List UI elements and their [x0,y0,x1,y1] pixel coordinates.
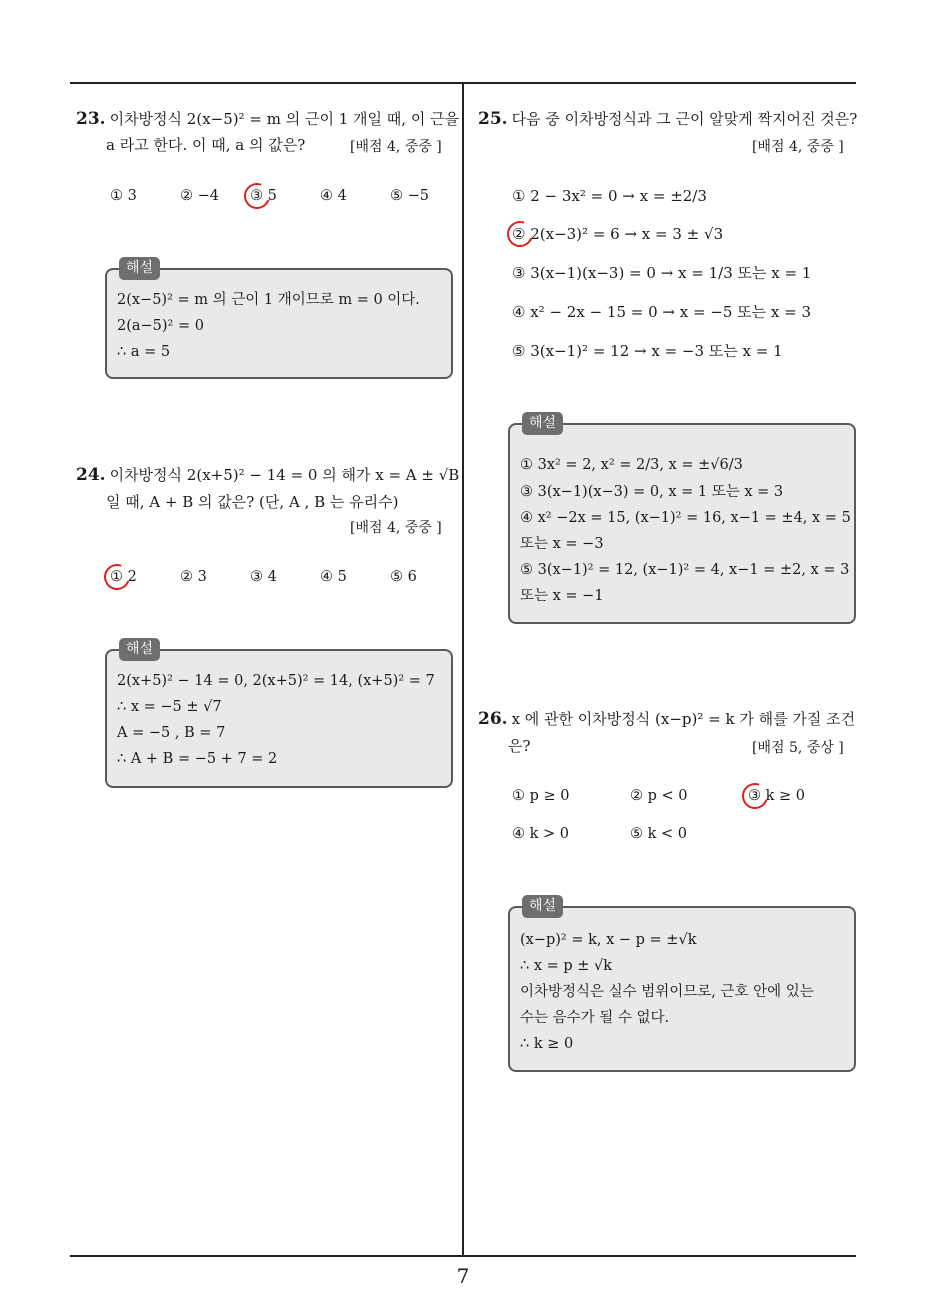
choice-5[interactable]: ⑤ −5 [390,188,429,204]
choice-1[interactable]: ① p ≥ 0 [512,788,570,804]
choice-3[interactable]: ③ 3(x−1)(x−3) = 0 → x = 1/3 또는 x = 1 [512,264,812,282]
choice-4[interactable]: ④ k > 0 [512,826,569,842]
solution-line: ∴ k ≥ 0 [520,1036,574,1052]
solution-line: (x−p)² = k, x − p = ±√k [520,932,697,948]
solution-line: A = −5 , B = 7 [117,725,226,741]
question-25 [478,106,857,132]
question-23 [76,106,459,132]
solution-box [105,260,453,379]
solution-line: ① 3x² = 2, x² = 2/3, x = ±√6/3 [520,457,743,473]
question-number: 24. [76,465,106,485]
column-divider [462,82,464,1256]
solution-tag: 해설 [119,638,160,661]
solution-line: 또는 x = −1 [520,588,604,604]
question-24-line2: 일 때, A + B 의 값은? (단, A , B 는 유리수) [106,493,399,511]
choice-2[interactable]: ② 2(x−3)² = 6 → x = 3 ± √3 [512,225,724,243]
choice-1[interactable]: ① 2 [110,569,137,585]
choice-3[interactable]: ③ 5 [250,188,277,204]
question-number: 23. [76,109,106,129]
choice-5[interactable]: ⑤ 3(x−1)² = 12 → x = −3 또는 x = 1 [512,342,783,360]
solution-tag: 해설 [522,412,563,435]
choice-list [512,822,852,846]
solution-line: ∴ A + B = −5 + 7 = 2 [117,751,278,767]
choice-4[interactable]: ④ 5 [320,569,347,585]
solution-box [508,898,856,1072]
choice-3[interactable]: ③ 4 [250,569,277,585]
question-number: 26. [478,709,508,729]
bottom-rule [70,1255,856,1257]
question-24 [76,462,459,488]
solution-line: 이차방정식은 실수 범위이므로, 근호 안에 있는 [520,984,814,1000]
question-text-line1: 이차방정식 2(x−5)² = m 의 근이 1 개일 때, 이 근을 [109,110,460,128]
question-23-line2: a 라고 한다. 이 때, a 의 값은? [106,136,306,154]
choice-5[interactable]: ⑤ k < 0 [630,826,687,842]
solution-line: 2(a−5)² = 0 [117,318,204,334]
question-26 [478,706,855,732]
choice-5[interactable]: ⑤ 6 [390,569,417,585]
choice-list [110,184,450,208]
score-label: [배점 4, 중중 ] [752,139,844,155]
question-text-line1: 다음 중 이차방정식과 그 근이 알맞게 짝지어진 것은? [511,110,858,128]
choice-2[interactable]: ② −4 [180,188,219,204]
choice-3[interactable]: ③ k ≥ 0 [748,788,805,804]
solution-line: ⑤ 3(x−1)² = 12, (x−1)² = 4, x−1 = ±2, x = 3 [520,562,850,578]
solution-line: ∴ a = 5 [117,344,171,360]
question-text-line1: 이차방정식 2(x+5)² − 14 = 0 의 해가 x = A ± √B [109,466,460,484]
solution-line: 2(x−5)² = m 의 근이 1 개이므로 m = 0 이다. [117,292,420,308]
choice-1[interactable]: ① 2 − 3x² = 0 → x = ±2/3 [512,187,707,205]
score-label: [배점 5, 중상 ] [752,740,844,756]
score-label: [배점 4, 중중 ] [350,139,442,155]
question-26-line2: 은? [508,737,531,755]
solution-line: ∴ x = −5 ± √7 [117,699,222,715]
choice-2[interactable]: ② p < 0 [630,788,688,804]
solution-line: 2(x+5)² − 14 = 0, 2(x+5)² = 14, (x+5)² = 7 [117,673,435,689]
solution-line: 또는 x = −3 [520,536,604,552]
solution-box [105,641,453,788]
choice-4[interactable]: ④ x² − 2x − 15 = 0 → x = −5 또는 x = 3 [512,303,812,321]
choice-list [110,565,450,589]
solution-tag: 해설 [119,257,160,280]
solution-line: ④ x² −2x = 15, (x−1)² = 16, x−1 = ±4, x = 5 [520,510,851,526]
choice-1[interactable]: ① 3 [110,188,137,204]
question-number: 25. [478,109,508,129]
score-label: [배점 4, 중중 ] [350,520,442,536]
question-text-line1: x 에 관한 이차방정식 (x−p)² = k 가 해를 가질 조건 [511,710,856,728]
solution-line: ③ 3(x−1)(x−3) = 0, x = 1 또는 x = 3 [520,484,784,500]
solution-box [508,415,856,624]
choice-4[interactable]: ④ 4 [320,188,347,204]
choice-list [512,784,852,808]
choice-2[interactable]: ② 3 [180,569,207,585]
solution-tag: 해설 [522,895,563,918]
page-number: 7 [456,1264,470,1288]
solution-line: 수는 음수가 될 수 없다. [520,1010,670,1026]
solution-line: ∴ x = p ± √k [520,958,613,974]
